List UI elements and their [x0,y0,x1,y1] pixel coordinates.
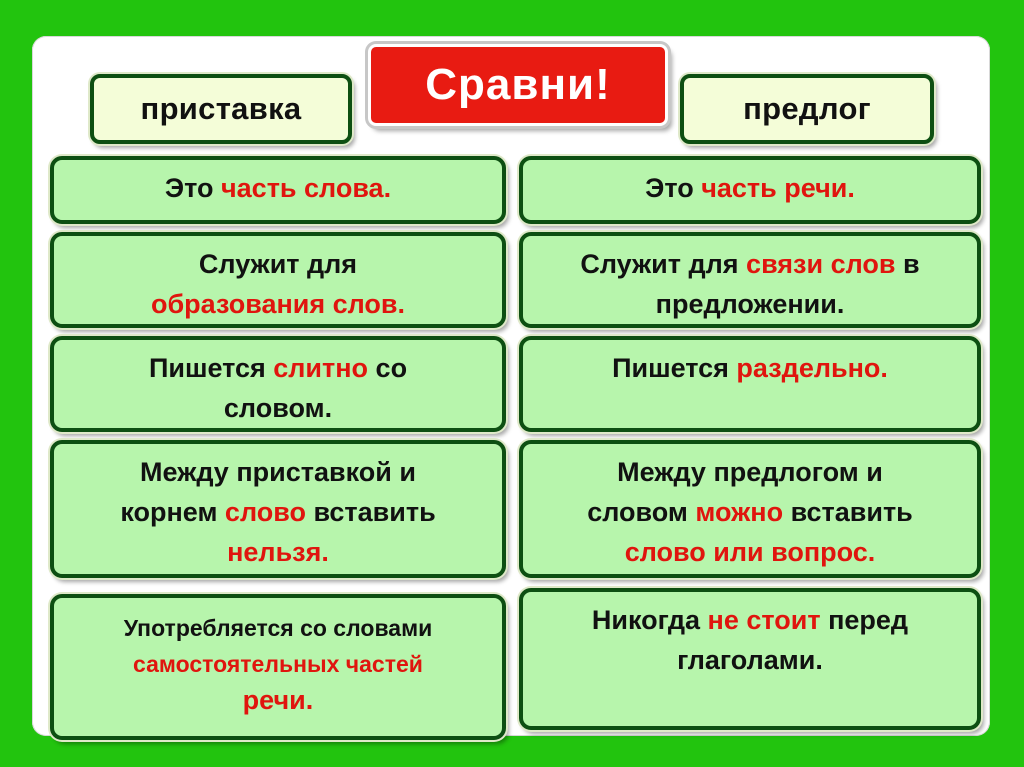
prefix-card-5-text [124,610,432,719]
text-segment: Пишется [148,353,274,383]
highlight-text: часть слова. [220,173,392,203]
preposition-card-4 [519,440,981,578]
highlight-text: слово или вопрос. [624,537,876,567]
prefix-card-5 [50,594,506,740]
header-preposition [680,74,934,144]
preposition-card-2 [519,232,981,328]
text-segment: Никогда [591,605,708,635]
highlight-text: нельзя. [227,537,329,567]
prefix-card-4 [50,440,506,578]
text-segment: корнем [120,497,225,527]
highlight-text: слово [224,497,306,527]
preposition-card-5 [519,588,981,730]
header-prefix [90,74,352,144]
highlight-text: образования слов. [150,289,406,319]
prefix-card-1-text [165,168,391,208]
page-title [368,44,668,126]
preposition-card-3-text [612,348,888,388]
text-segment: в [895,249,920,279]
text-segment: Это [645,173,702,203]
text-segment: Пишется [612,353,737,383]
prefix-card-4-text [120,452,435,572]
highlight-text: раздельно. [736,353,888,383]
text-segment: Между предлогом и [617,457,883,487]
highlight-text: речи. [242,685,314,715]
prefix-card-3 [50,336,506,432]
text-segment: словом. [223,393,333,423]
text-segment: Это [164,173,221,203]
preposition-card-2-text [580,244,919,324]
text-segment: перед [820,605,909,635]
prefix-card-2-text [151,244,405,324]
text-segment: вставить [305,497,436,527]
text-segment: Служит для [198,249,358,279]
preposition-card-1-text [645,168,855,208]
text-segment: глаголами. [677,645,823,675]
text-segment: Употребляется со словами [123,615,433,641]
highlight-text: слитно [273,353,369,383]
preposition-card-1 [519,156,981,224]
highlight-text: связи слов [746,249,896,279]
header-preposition-label: предлог [743,91,871,126]
prefix-card-3-text [149,348,407,428]
highlight-text: не стоит [707,605,821,635]
header-prefix-label: приставка [140,91,302,126]
text-segment: словом [587,497,696,527]
text-segment: вставить [783,497,913,527]
page-title-text: Сравни! [425,60,611,109]
highlight-text: можно [695,497,784,527]
preposition-card-5-text [592,600,908,680]
text-segment: Между приставкой и [140,457,416,487]
preposition-card-3 [519,336,981,432]
preposition-card-4-text [587,452,913,572]
text-segment: со [368,353,408,383]
highlight-text: самостоятельных частей [133,651,423,677]
highlight-text: часть речи. [701,173,855,203]
prefix-card-2 [50,232,506,328]
text-segment: Служит для [580,249,747,279]
text-segment: предложении. [655,289,845,319]
prefix-card-1 [50,156,506,224]
